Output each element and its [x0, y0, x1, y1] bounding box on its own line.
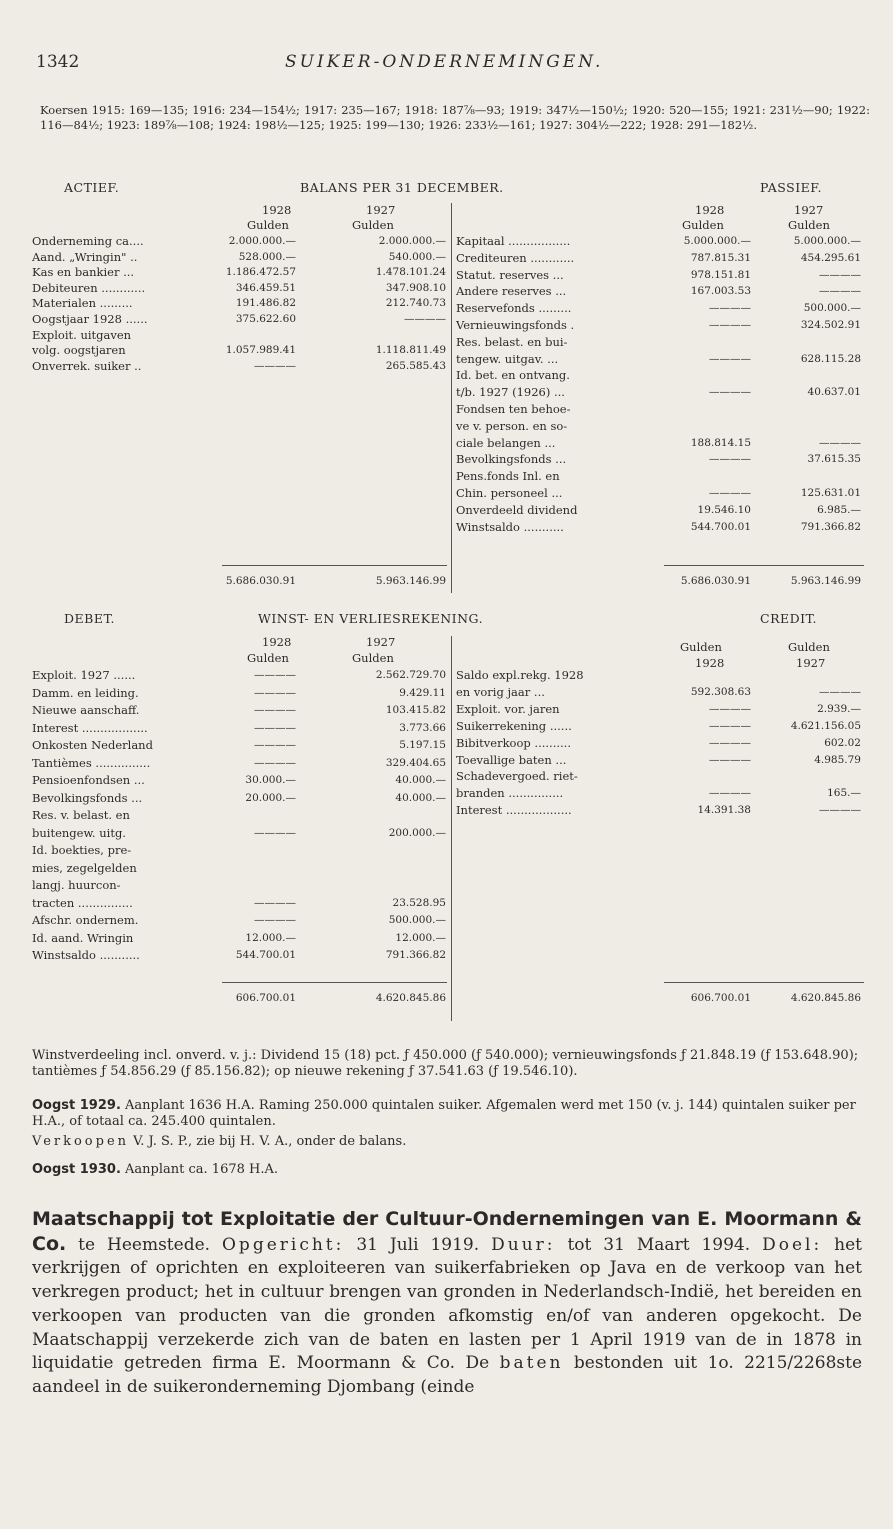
ledger-label: Damm. en leiding. — [32, 685, 139, 700]
ledger-label: mies, zegelgelden — [32, 860, 137, 875]
ledger-value-1928: ———— — [709, 487, 751, 499]
ledger-label: Bibitverkoop .......... — [456, 735, 571, 750]
page-number: 1342 — [36, 52, 80, 72]
ledger-value-1927: 2.939.— — [817, 702, 861, 715]
ledger-value-1928: 592.308.63 — [690, 685, 751, 698]
ledger-value-1927: 1.118.811.49 — [375, 344, 446, 357]
company-name: Maatschappij tot Exploitatie der Cultuur-Ondernemingen van E. Moormann & Co. — [32, 1208, 862, 1255]
ledger-label: Vernieuwingsfonds . — [456, 318, 575, 332]
ledger-value-1928: ———— — [709, 319, 751, 331]
baten-label: baten — [499, 1353, 564, 1374]
credit-total-rule — [664, 982, 864, 983]
ledger-label: Reservefonds ......... — [456, 301, 572, 316]
credit-total-1928: 606.700.01 — [690, 992, 751, 1004]
ledger-label: en vorig jaar ... — [456, 684, 545, 699]
ledger-label: Id. boekties, pre- — [32, 843, 132, 857]
ledger-label: Toevallige baten ... — [456, 752, 567, 767]
ledger-value-1928: ———— — [709, 352, 751, 365]
credit-unit-1927: Gulden — [788, 640, 830, 654]
ledger-label: Fondsen ten behoe- — [456, 402, 571, 416]
ledger-value-1928: ———— — [254, 739, 296, 751]
ledger-label: Bevolkingsfonds ... — [32, 790, 143, 805]
ledger-value-1928: 528.000.— — [238, 250, 296, 263]
balans-divider — [451, 203, 452, 593]
ledger-value-1927: 6.985.— — [817, 503, 861, 516]
ledger-label: Exploit. uitgaven — [32, 327, 132, 342]
credit-year-1928: 1928 — [695, 656, 725, 670]
ledger-label: branden ............... — [456, 786, 564, 801]
ledger-label: Aand. „Wringin" .. — [32, 249, 138, 264]
ledger-label: Oogstjaar 1928 ...... — [32, 312, 148, 326]
ledger-label: Crediteuren ............ — [456, 250, 575, 265]
ledger-label: Materialen ......... — [32, 296, 133, 311]
ledger-value-1927: ———— — [819, 436, 861, 449]
ledger-value-1927: 125.631.01 — [800, 487, 861, 499]
ledger-value-1928: 544.700.01 — [690, 520, 751, 533]
credit-unit-1928: Gulden — [680, 640, 722, 654]
ledger-value-1928: 1.057.989.41 — [225, 344, 296, 357]
ledger-value-1928: ———— — [254, 826, 296, 839]
ledger-value-1928: ———— — [709, 753, 751, 766]
passief-year-1928: 1928 — [695, 203, 725, 217]
debet-unit-1928: Gulden — [247, 651, 289, 665]
ledger-value-1928: ———— — [709, 302, 751, 315]
company-paragraph — [32, 1208, 862, 1400]
duur-value: tot 31 Maart 1994. — [567, 1234, 751, 1255]
ledger-label: tracten ............... — [32, 895, 133, 910]
actief-year-1928: 1928 — [262, 203, 292, 217]
ledger-value-1928: ———— — [254, 721, 296, 734]
ledger-label: Exploit. vor. jaren — [456, 701, 560, 716]
actief-total-rule — [222, 565, 447, 566]
ledger-value-1927: 540.000.— — [388, 250, 446, 263]
ledger-label: Onverrek. suiker .. — [32, 358, 142, 373]
ledger-value-1928: 14.391.38 — [697, 804, 751, 817]
ledger-value-1927: 37.615.35 — [807, 453, 861, 466]
actief-heading: ACTIEF. — [64, 180, 120, 195]
ledger-value-1927: 454.295.61 — [800, 251, 861, 264]
actief-total-1928: 5.686.030.91 — [225, 575, 296, 587]
ledger-label: Statut. reserves ... — [456, 267, 564, 282]
winst-title: WINST- EN VERLIESREKENING. — [258, 611, 484, 626]
ledger-label: Onkosten Nederland — [32, 738, 153, 752]
ledger-value-1927: 40.637.01 — [807, 386, 861, 399]
ledger-label: Winstsaldo ........... — [32, 948, 140, 962]
passief-heading: PASSIEF. — [760, 180, 822, 195]
ledger-value-1928: 5.000.000.— — [683, 235, 751, 247]
ledger-value-1927: 40.000.— — [395, 774, 446, 786]
actief-unit-1928: Gulden — [247, 218, 289, 232]
ledger-value-1927: 5.197.15 — [399, 739, 446, 751]
ledger-label: Suikerrekening ...... — [456, 718, 572, 733]
doel-value: het verkrijgen of oprichten en exploiteeren van suikerfabrieken op Java en de verkoop van het verkregen product; het in cultuur brengen van gronden in Nederlandsch-Indië, het bereiden en verkoopen van producten van die gronden afkomstig en/of van anderen opgekocht. De Maatschappij verzekerde zich van de baten en lasten per 1 April 1919 van de in 1878 in liquidatie getreden firma E. Moormann & Co. De — [32, 1234, 862, 1374]
ledger-value-1927: 628.115.28 — [800, 352, 861, 365]
oogst-1929-text: Aanplant 1636 H.A. Raming 250.000 quintalen suiker. Afgemalen werd met 150 (v. j. 144) quintalen suiker per H.A., of totaal ca. 245.400 quintalen. — [32, 1098, 856, 1129]
credit-year-1927: 1927 — [796, 656, 826, 670]
debet-total-1927: 4.620.845.86 — [375, 992, 446, 1004]
passief-total-1927: 5.963.146.99 — [790, 575, 861, 587]
opgericht-label: Opgericht: — [222, 1234, 345, 1255]
koersen-text: Koersen 1915: 169—135; 1916: 234—154½; 1917: 235—167; 1918: 187⅞—93; 1919: 347½—150½; 1920: 520—155; 1921: 231½—90; 1922: 116—84½; 1923: 189⅞—108; 1924: 198½—125; 1925: 199—130; 1926: 233½—161; 1927: 304½—222; 1928: 291—182½. — [40, 103, 870, 132]
actief-unit-1927: Gulden — [352, 218, 394, 232]
ledger-label: Onverdeeld dividend — [456, 502, 578, 517]
opgericht-value: 31 Juli 1919. — [356, 1234, 480, 1255]
ledger-value-1928: 191.486.82 — [235, 297, 296, 310]
ledger-value-1927: 40.000.— — [395, 791, 446, 804]
ledger-label: Bevolkingsfonds ... — [456, 452, 567, 467]
company-place: te Heemstede. — [78, 1234, 211, 1255]
ledger-value-1927: 165.— — [827, 787, 861, 800]
ledger-value-1927: 324.502.91 — [800, 319, 861, 331]
ledger-label: Debiteuren ............ — [32, 280, 146, 295]
verkoopen-text: V. J. S. P., zie bij H. V. A., onder de balans. — [133, 1134, 407, 1149]
ledger-value-1927: 23.528.95 — [392, 896, 446, 909]
ledger-value-1928: 346.459.51 — [235, 281, 296, 294]
oogst-1930-label: Oogst 1930. — [32, 1162, 121, 1177]
ledger-value-1927: 500.000.— — [388, 914, 446, 926]
ledger-label: Id. bet. en ontvang. — [456, 368, 570, 383]
ledger-value-1927: ———— — [819, 285, 861, 298]
company-rest: bestonden uit 1o. 2215/2268ste aandeel in de suikeronderneming Djombang (einde — [32, 1353, 863, 1397]
verkoopen-label: Verkoopen — [32, 1134, 130, 1149]
ledger-value-1928: 12.000.— — [245, 931, 296, 944]
ledger-label: Saldo expl.rekg. 1928 — [456, 668, 584, 682]
ledger-label: ciale belangen ... — [456, 435, 556, 450]
passief-unit-1928: Gulden — [682, 218, 724, 232]
credit-total-1927: 4.620.845.86 — [790, 992, 861, 1004]
ledger-value-1928: 2.000.000.— — [228, 235, 296, 247]
ledger-value-1928: ———— — [254, 756, 296, 769]
debet-total-1928: 606.700.01 — [235, 992, 296, 1004]
debet-year-1928: 1928 — [262, 635, 292, 649]
ledger-value-1928: 978.151.81 — [690, 268, 751, 281]
ledger-label: Winstsaldo ........... — [456, 519, 564, 534]
ledger-label: Schadevergoed. riet- — [456, 769, 578, 784]
ledger-label: Kapitaal ................. — [456, 234, 571, 248]
ledger-label: Kas en bankier ... — [32, 265, 135, 280]
ledger-value-1928: 188.814.15 — [690, 436, 751, 449]
ledger-value-1927: ———— — [819, 804, 861, 817]
ledger-value-1928: 375.622.60 — [235, 313, 296, 325]
ledger-value-1927: ———— — [404, 313, 446, 325]
ledger-value-1928: 167.003.53 — [690, 285, 751, 298]
ledger-label: buitengew. uitg. — [32, 825, 126, 840]
actief-total-1927: 5.963.146.99 — [375, 575, 446, 587]
passief-year-1927: 1927 — [794, 203, 824, 217]
ledger-label: Exploit. 1927 ...... — [32, 668, 136, 682]
ledger-value-1928: 30.000.— — [245, 774, 296, 786]
ledger-label: Id. aand. Wringin — [32, 930, 134, 945]
ledger-label: Andere reserves ... — [456, 284, 567, 299]
ledger-label: Afschr. ondernem. — [32, 913, 139, 927]
ledger-label: ve v. person. en so- — [456, 418, 568, 433]
ledger-value-1928: ———— — [709, 719, 751, 732]
balans-title: BALANS PER 31 DECEMBER. — [300, 180, 504, 195]
winstverdeeling-text: Winstverdeeling incl. onverd. v. j.: Dividend 15 (18) pct. ƒ 450.000 (ƒ 540.000); vernieuwingsfonds ƒ 21.848.19 (ƒ 153.648.90); tantièmes ƒ 54.856.29 (ƒ 85.156.82); op nieuwe rekening ƒ 37.541.63 (ƒ 19.546.10). — [32, 1048, 859, 1079]
ledger-value-1927: 791.366.82 — [800, 520, 861, 533]
ledger-value-1928: 787.815.31 — [690, 251, 751, 264]
ledger-value-1927: 347.908.10 — [385, 281, 446, 294]
ledger-value-1927: 500.000.— — [803, 302, 861, 315]
ledger-value-1927: 3.773.66 — [399, 721, 446, 734]
credit-heading: CREDIT. — [760, 611, 818, 626]
ledger-value-1927: 5.000.000.— — [793, 235, 861, 247]
ledger-value-1928: ———— — [254, 669, 296, 681]
ledger-value-1928: ———— — [709, 702, 751, 715]
actief-year-1927: 1927 — [366, 203, 396, 217]
ledger-label: Res. belast. en bui- — [456, 334, 568, 349]
passief-total-1928: 5.686.030.91 — [680, 575, 751, 587]
ledger-value-1928: 1.186.472.57 — [225, 266, 296, 279]
ledger-value-1927: 9.429.11 — [399, 686, 446, 699]
ledger-value-1927: 1.478.101.24 — [375, 266, 446, 279]
ledger-value-1927: 212.740.73 — [385, 297, 446, 310]
ledger-value-1928: ———— — [709, 386, 751, 399]
ledger-value-1928: 19.546.10 — [697, 503, 751, 516]
ledger-label: Res. v. belast. en — [32, 808, 130, 822]
running-title: SUIKER-ONDERNEMINGEN. — [285, 52, 604, 72]
ledger-value-1927: 12.000.— — [395, 931, 446, 944]
ledger-label: Onderneming ca.... — [32, 234, 144, 248]
ledger-label: Pens.fonds Inl. en — [456, 469, 560, 484]
ledger-value-1927: 2.562.729.70 — [375, 669, 446, 681]
ledger-value-1927: 103.415.82 — [385, 704, 446, 716]
ledger-label: volg. oogstjaren — [32, 343, 126, 358]
debet-year-1927: 1927 — [366, 635, 396, 649]
ledger-value-1927: 791.366.82 — [385, 949, 446, 961]
ledger-value-1928: ———— — [254, 914, 296, 926]
ledger-label: Interest .................. — [32, 720, 148, 735]
ledger-value-1927: 2.000.000.— — [378, 235, 446, 247]
passief-unit-1927: Gulden — [788, 218, 830, 232]
ledger-value-1927: 265.585.43 — [385, 359, 446, 372]
ledger-value-1928: ———— — [709, 453, 751, 466]
ledger-label: t/b. 1927 (1926) ... — [456, 385, 565, 400]
winst-divider — [451, 636, 452, 1021]
ledger-label: Chin. personeel ... — [456, 486, 563, 500]
duur-label: Duur: — [491, 1234, 556, 1255]
ledger-value-1927: 4.621.156.05 — [790, 719, 861, 732]
ledger-label: tengew. uitgav. ... — [456, 351, 559, 366]
debet-unit-1927: Gulden — [352, 651, 394, 665]
ledger-value-1927: ———— — [819, 685, 861, 698]
doel-label: Doel: — [762, 1234, 823, 1255]
ledger-value-1928: ———— — [254, 686, 296, 699]
ledger-value-1928: 20.000.— — [245, 791, 296, 804]
ledger-label: Tantièmes ............... — [32, 755, 151, 770]
ledger-value-1927: 4.985.79 — [814, 753, 861, 766]
ledger-label: Nieuwe aanschaff. — [32, 703, 140, 717]
passief-total-rule — [664, 565, 864, 566]
debet-total-rule — [222, 982, 447, 983]
ledger-value-1928: ———— — [709, 787, 751, 800]
ledger-value-1928: ———— — [254, 359, 296, 372]
ledger-label: Pensioenfondsen ... — [32, 773, 145, 787]
oogst-1930-text: Aanplant ca. 1678 H.A. — [125, 1162, 279, 1177]
ledger-value-1927: 329.404.65 — [385, 756, 446, 769]
ledger-value-1928: ———— — [254, 896, 296, 909]
ledger-value-1927: ———— — [819, 268, 861, 281]
oogst-1929-label: Oogst 1929. — [32, 1098, 121, 1113]
ledger-value-1927: 200.000.— — [388, 826, 446, 839]
ledger-value-1928: 544.700.01 — [235, 949, 296, 961]
ledger-label: langj. huurcon- — [32, 878, 121, 892]
ledger-value-1927: 602.02 — [824, 736, 861, 749]
ledger-value-1928: ———— — [709, 736, 751, 749]
debet-heading: DEBET. — [64, 611, 115, 626]
ledger-value-1928: ———— — [254, 704, 296, 716]
ledger-label: Interest .................. — [456, 803, 572, 818]
